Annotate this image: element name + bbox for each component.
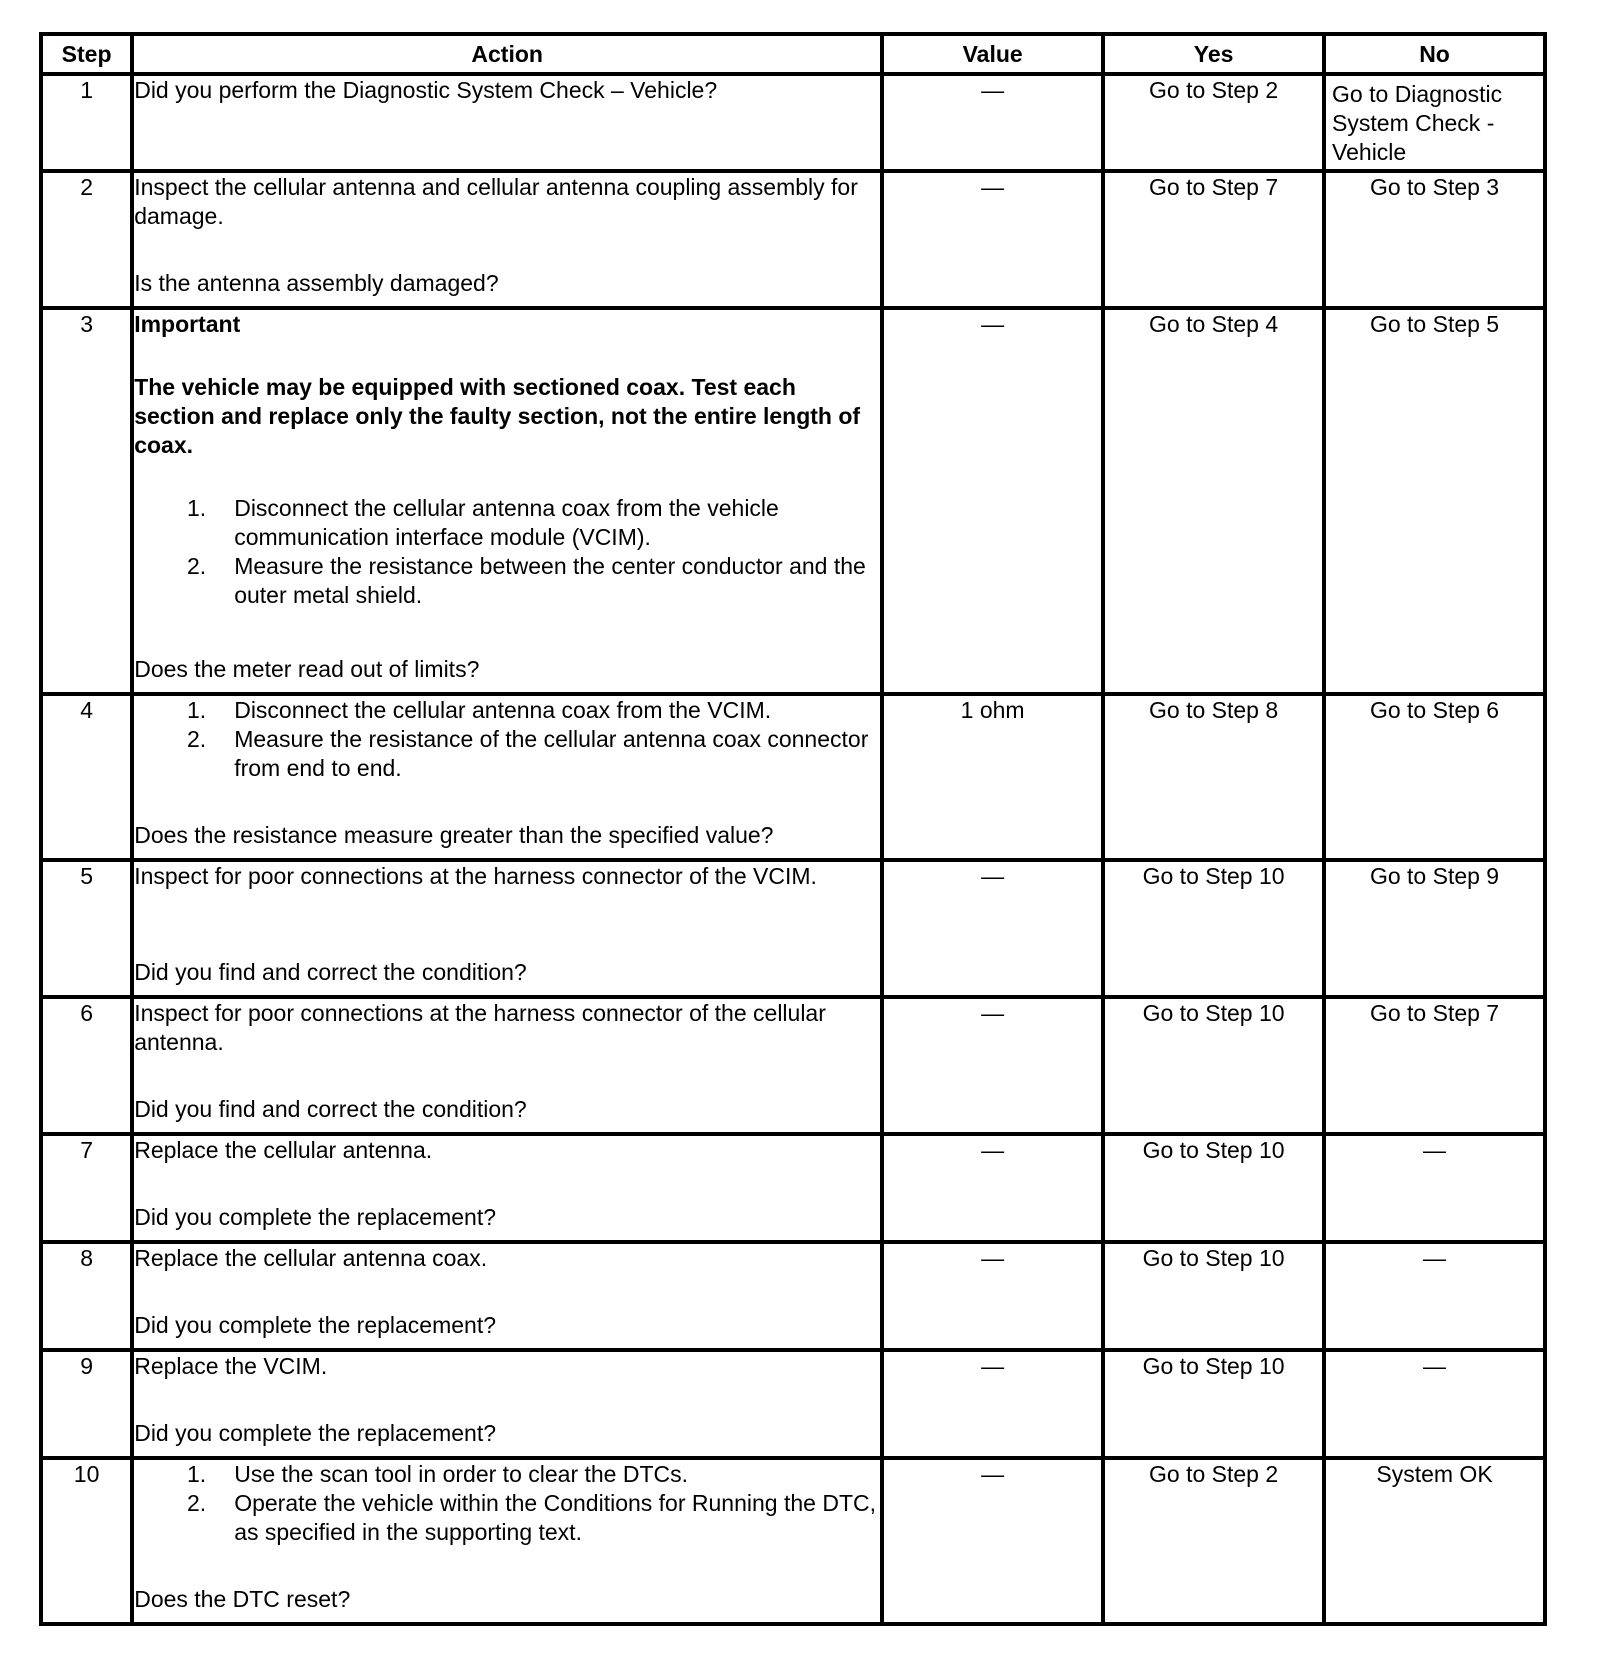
diagnostic-table xyxy=(39,32,1547,1626)
yes-cell: Go to Step 10 xyxy=(1103,860,1324,997)
yes-cell: Go to Step 10 xyxy=(1103,1134,1324,1242)
no-cell: Go to Step 7 xyxy=(1324,997,1545,1134)
step-number: 1 xyxy=(41,74,132,171)
step-number: 3 xyxy=(41,308,132,694)
list-item: 2. Measure the resistance between the center conductor and the outer metal shield. xyxy=(187,553,866,608)
action-text: Replace the VCIM. xyxy=(134,1353,328,1379)
header-value: Value xyxy=(882,34,1103,74)
header-row xyxy=(41,34,1545,74)
value-cell: 1 ohm xyxy=(882,694,1103,860)
yes-cell: Go to Step 10 xyxy=(1103,1350,1324,1458)
action-question: Does the DTC reset? xyxy=(134,1586,351,1612)
action-cell xyxy=(132,1242,882,1350)
yes-cell: Go to Step 4 xyxy=(1103,308,1324,694)
no-cell: Go to Step 6 xyxy=(1324,694,1545,860)
action-cell xyxy=(132,1350,882,1458)
list-item: 2. Measure the resistance of the cellular antenna coax connector from end to end. xyxy=(187,726,869,781)
value-cell: — xyxy=(882,860,1103,997)
table-row xyxy=(41,1458,1545,1624)
action-cell xyxy=(132,694,882,860)
yes-cell: Go to Step 2 xyxy=(1103,1458,1324,1624)
no-cell: Go to Diagnostic System Check - Vehicle xyxy=(1324,74,1545,171)
table-row xyxy=(41,308,1545,694)
header-no: No xyxy=(1324,34,1545,74)
important-text: The vehicle may be equipped with sectioned coax. Test each section and replace only the faulty section, not the entire length of coax. xyxy=(134,374,861,458)
value-cell: — xyxy=(882,171,1103,308)
action-question: Did you perform the Diagnostic System Check – Vehicle? xyxy=(134,77,718,103)
value-cell: — xyxy=(882,1350,1103,1458)
list-item: 1. Disconnect the cellular antenna coax from the vehicle communication interface module (VCIM). xyxy=(187,495,779,550)
value-cell: — xyxy=(882,74,1103,171)
step-number: 8 xyxy=(41,1242,132,1350)
action-cell xyxy=(132,860,882,997)
action-text: Inspect the cellular antenna and cellular antenna coupling assembly for damage. xyxy=(134,174,858,229)
list-item: 1. Disconnect the cellular antenna coax from the VCIM. xyxy=(187,697,772,723)
action-text: Inspect for poor connections at the harness connector of the VCIM. xyxy=(134,863,817,889)
action-text: Replace the cellular antenna. xyxy=(134,1137,433,1163)
action-question: Did you find and correct the condition? xyxy=(134,1096,527,1122)
yes-cell: Go to Step 2 xyxy=(1103,74,1324,171)
table-row xyxy=(41,860,1545,997)
table-row xyxy=(41,694,1545,860)
header-step: Step xyxy=(41,34,132,74)
no-cell: — xyxy=(1324,1350,1545,1458)
value-cell: — xyxy=(882,308,1103,694)
value-cell: — xyxy=(882,1458,1103,1624)
action-question: Did you complete the replacement? xyxy=(134,1312,497,1338)
step-number: 9 xyxy=(41,1350,132,1458)
value-cell: — xyxy=(882,997,1103,1134)
action-cell xyxy=(132,1458,882,1624)
header-action: Action xyxy=(132,34,882,74)
no-cell: — xyxy=(1324,1134,1545,1242)
table-row xyxy=(41,997,1545,1134)
step-number: 4 xyxy=(41,694,132,860)
yes-cell: Go to Step 10 xyxy=(1103,997,1324,1134)
table-row xyxy=(41,1242,1545,1350)
value-cell: — xyxy=(882,1134,1103,1242)
table-row xyxy=(41,1134,1545,1242)
list-item: 1. Use the scan tool in order to clear the DTCs. xyxy=(187,1461,689,1487)
action-cell xyxy=(132,308,882,694)
step-number: 7 xyxy=(41,1134,132,1242)
action-cell xyxy=(132,997,882,1134)
action-cell xyxy=(132,171,882,308)
no-cell: Go to Step 9 xyxy=(1324,860,1545,997)
action-text: Replace the cellular antenna coax. xyxy=(134,1245,488,1271)
instruction-list xyxy=(134,1460,880,1547)
step-number: 6 xyxy=(41,997,132,1134)
no-cell: — xyxy=(1324,1242,1545,1350)
step-number: 2 xyxy=(41,171,132,308)
action-cell xyxy=(132,74,882,171)
step-number: 5 xyxy=(41,860,132,997)
yes-cell: Go to Step 7 xyxy=(1103,171,1324,308)
action-text: Inspect for poor connections at the harness connector of the cellular antenna. xyxy=(134,1000,826,1055)
action-question: Did you find and correct the condition? xyxy=(134,959,527,985)
action-question: Is the antenna assembly damaged? xyxy=(134,270,499,296)
instruction-list xyxy=(134,696,880,783)
important-title: Important xyxy=(134,311,241,337)
action-question: Does the meter read out of limits? xyxy=(134,656,480,682)
yes-cell: Go to Step 10 xyxy=(1103,1242,1324,1350)
yes-cell: Go to Step 8 xyxy=(1103,694,1324,860)
no-cell: Go to Step 3 xyxy=(1324,171,1545,308)
action-question: Did you complete the replacement? xyxy=(134,1204,497,1230)
action-question: Did you complete the replacement? xyxy=(134,1420,497,1446)
no-cell: System OK xyxy=(1324,1458,1545,1624)
value-cell: — xyxy=(882,1242,1103,1350)
table-row xyxy=(41,1350,1545,1458)
list-item: 2. Operate the vehicle within the Conditions for Running the DTC, as specified in the supporting text. xyxy=(187,1490,876,1545)
no-cell: Go to Step 5 xyxy=(1324,308,1545,694)
header-yes: Yes xyxy=(1103,34,1324,74)
action-question: Does the resistance measure greater than the specified value? xyxy=(134,822,774,848)
step-number: 10 xyxy=(41,1458,132,1624)
instruction-list xyxy=(134,494,880,610)
table-row xyxy=(41,171,1545,308)
action-cell xyxy=(132,1134,882,1242)
table-row xyxy=(41,74,1545,171)
